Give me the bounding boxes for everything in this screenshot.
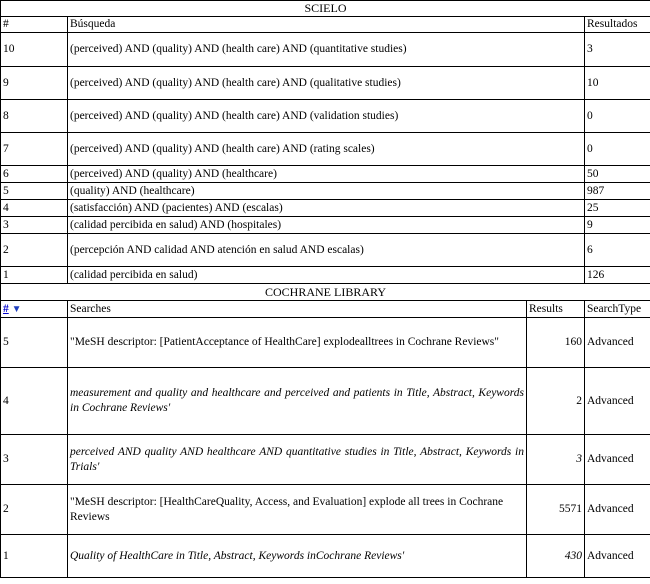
row-num: 10: [1, 33, 68, 67]
scielo-header-query: Búsqueda: [68, 17, 585, 33]
row-num: 8: [1, 100, 68, 133]
row-search: measurement and quality and healthcare and perceived and patients in Title, Abstract, Keywords in Cochrane Reviews': [68, 368, 527, 435]
row-results: 3: [527, 435, 585, 485]
row-results: 0: [585, 133, 650, 166]
table-row: [1, 217, 650, 234]
table-row: [1, 166, 650, 183]
row-results: 160: [527, 318, 585, 368]
row-search: "MeSH descriptor: [HealthCareQuality, Access, and Evaluation] explode all trees in Cochrane Reviews: [68, 485, 527, 535]
row-results: 430: [527, 535, 585, 578]
row-query: (perceived) AND (quality) AND (health care) AND (qualitative studies): [68, 67, 585, 100]
row-type: Advanced: [585, 318, 650, 368]
row-num: 2: [1, 234, 68, 267]
table-row: [1, 485, 650, 535]
row-num: 1: [1, 267, 68, 284]
row-query: (perceived) AND (quality) AND (health care) AND (quantitative studies): [68, 33, 585, 67]
row-num: 2: [1, 485, 68, 535]
table-row: [1, 234, 650, 267]
row-num: 3: [1, 435, 68, 485]
row-num: 9: [1, 67, 68, 100]
table-row: [1, 100, 650, 133]
row-type: Advanced: [585, 535, 650, 578]
row-results: 6: [585, 234, 650, 267]
row-type: Advanced: [585, 435, 650, 485]
row-results: 3: [585, 33, 650, 67]
row-results: 987: [585, 183, 650, 200]
row-results: 10: [585, 67, 650, 100]
row-type: Advanced: [585, 368, 650, 435]
table-row: [1, 33, 650, 67]
row-search: "MeSH descriptor: [PatientAcceptance of HealthCare] explodealltrees in Cochrane Reviews": [68, 318, 527, 368]
row-type: Advanced: [585, 485, 650, 535]
row-num: 4: [1, 368, 68, 435]
cochrane-header-type: SearchType: [585, 301, 650, 318]
sort-desc-icon[interactable]: ▼: [11, 303, 22, 315]
table-row: [1, 133, 650, 166]
table-row: [1, 435, 650, 485]
cochrane-title: COCHRANE LIBRARY: [1, 284, 650, 301]
row-num: 4: [1, 200, 68, 217]
table-row: [1, 368, 650, 435]
row-results: 50: [585, 166, 650, 183]
row-results: 0: [585, 100, 650, 133]
row-query: (calidad percibida en salud): [68, 267, 585, 284]
row-query: (perceived) AND (quality) AND (health care) AND (rating scales): [68, 133, 585, 166]
cochrane-header-num[interactable]: [1, 301, 68, 318]
row-query: (perceived) AND (quality) AND (healthcare): [68, 166, 585, 183]
table-row: [1, 318, 650, 368]
cochrane-header-searches: Searches: [68, 301, 527, 318]
cochrane-header-results: Results: [527, 301, 585, 318]
table-row: [1, 67, 650, 100]
scielo-header-num: #: [1, 17, 68, 33]
scielo-title: SCIELO: [1, 1, 650, 17]
row-num: 5: [1, 183, 68, 200]
row-query: (perceived) AND (quality) AND (health care) AND (validation studies): [68, 100, 585, 133]
row-query: (percepción AND calidad AND atención en salud AND escalas): [68, 234, 585, 267]
row-results: 126: [585, 267, 650, 284]
row-num: 3: [1, 217, 68, 234]
row-results: 2: [527, 368, 585, 435]
row-num: 5: [1, 318, 68, 368]
table-row: [1, 200, 650, 217]
row-search: Quality of HealthCare in Title, Abstract, Keywords inCochrane Reviews': [68, 535, 527, 578]
row-num: 1: [1, 535, 68, 578]
row-num: 7: [1, 133, 68, 166]
scielo-header-results: Resultados: [585, 17, 650, 33]
sort-by-number-link[interactable]: #: [3, 302, 9, 315]
table-row: [1, 267, 650, 284]
row-query: (quality) AND (healthcare): [68, 183, 585, 200]
table-row: [1, 183, 650, 200]
row-results: 9: [585, 217, 650, 234]
table-row: [1, 535, 650, 578]
row-search: perceived AND quality AND healthcare AND quantitative studies in Title, Abstract, Keywords in Trials': [68, 435, 527, 485]
row-num: 6: [1, 166, 68, 183]
row-query: (calidad percibida en salud) AND (hospitales): [68, 217, 585, 234]
row-query: (satisfacción) AND (pacientes) AND (escalas): [68, 200, 585, 217]
row-results: 25: [585, 200, 650, 217]
row-results: 5571: [527, 485, 585, 535]
